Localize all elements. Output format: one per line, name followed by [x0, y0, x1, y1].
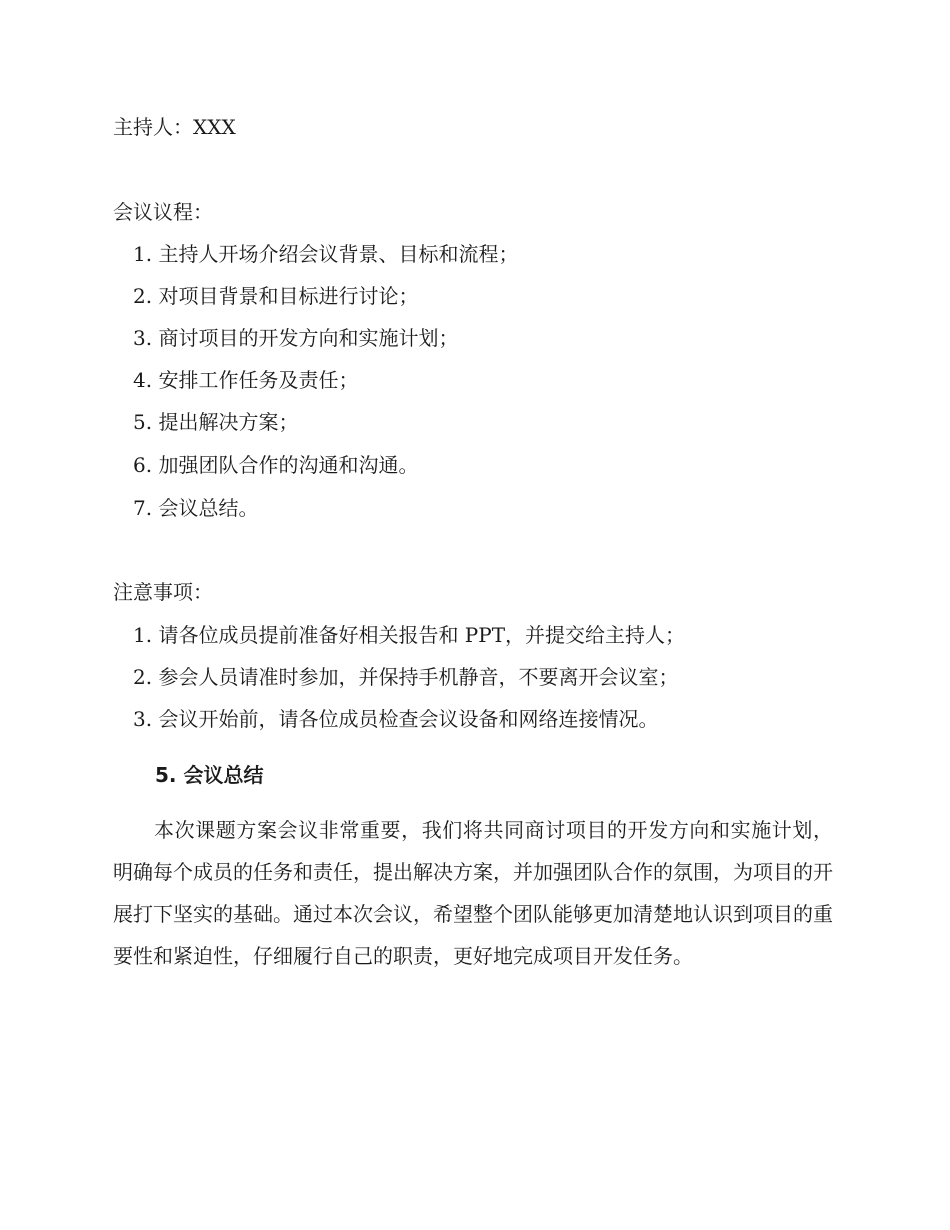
agenda-item: 5. 提出解决方案； [133, 410, 299, 434]
notes-item: 3. 会议开始前，请各位成员检查会议设备和网络连接情况。 [133, 707, 659, 731]
agenda-item: 6. 加强团队合作的沟通和沟通。 [133, 453, 419, 477]
agenda-heading: 会议议程： [113, 200, 213, 224]
agenda-item: 3. 商讨项目的开发方向和实施计划； [133, 326, 459, 350]
notes-item: 1. 请各位成员提前准备好相关报告和 PPT，并提交给主持人； [133, 623, 686, 647]
notes-heading: 注意事项： [113, 580, 213, 604]
agenda-item: 4. 安排工作任务及责任； [133, 368, 359, 392]
summary-heading: 5. 会议总结 [155, 763, 264, 787]
agenda-item: 1. 主持人开场介绍会议背景、目标和流程； [133, 242, 519, 266]
host-line: 主持人：XXX [113, 115, 236, 139]
notes-item: 2. 参会人员请准时参加，并保持手机静音，不要离开会议室； [133, 665, 679, 689]
summary-paragraph: 本次课题方案会议非常重要，我们将共同商讨项目的开发方向和实施计划，明确每个成员的任务和责任，提出解决方案，并加强团队合作的氛围，为项目的开展打下坚实的基础。通过本次会议，希望整个团队能够更加清楚地认识到项目的重要性和紧迫性，仔细履行自己的职责，更好地完成项目开发任务。 [113, 818, 833, 968]
agenda-item: 7. 会议总结。 [133, 496, 259, 520]
agenda-item: 2. 对项目背景和目标进行讨论； [133, 284, 419, 308]
